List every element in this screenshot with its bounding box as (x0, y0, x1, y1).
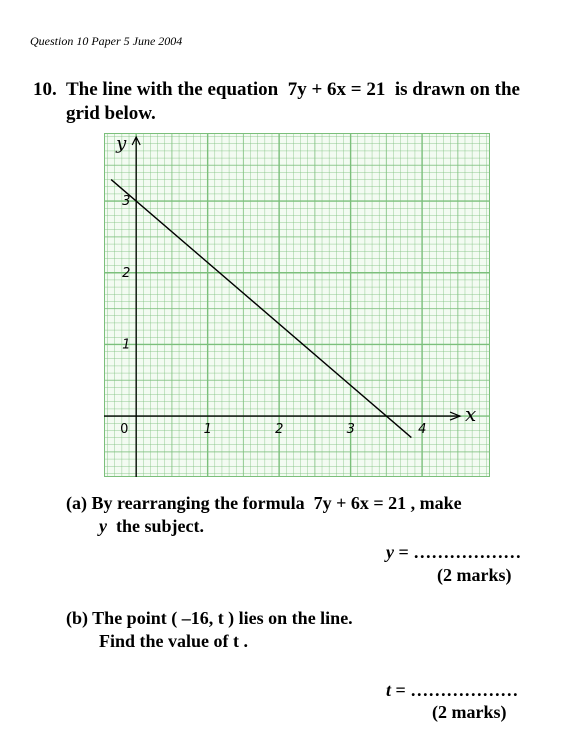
part-a-text-2: the subject. (116, 516, 204, 536)
answer-line-a[interactable] (386, 542, 521, 563)
y-axis-label: y (116, 133, 127, 154)
part-a-text-pre: (a) By rearranging the formula (66, 493, 305, 513)
question-text-line-1 (66, 79, 520, 101)
part-a-line-2 (99, 516, 204, 537)
answer-line-b[interactable] (386, 680, 518, 701)
y-tick-label: 3 (122, 194, 131, 210)
answer-b-dots: = ……………… (391, 680, 519, 700)
part-b-line-1: (b) The point ( –16, t ) lies on the line. (66, 608, 353, 628)
part-a-var: y (99, 516, 107, 536)
x-tick-label: 2 (275, 422, 284, 438)
question-text-pre: The line with the equation (66, 79, 279, 100)
question-equation: 7y + 6x = 21 (287, 79, 386, 100)
question-text-line-2: grid below. (66, 103, 156, 124)
x-tick-label: 1 (203, 422, 212, 438)
paper-header: Question 10 Paper 5 June 2004 (30, 34, 183, 48)
x-tick-label: 4 (418, 422, 427, 438)
part-a-equation: 7y + 6x = 21 (313, 493, 407, 513)
graph-background (104, 133, 490, 477)
answer-a-var: y (386, 542, 394, 562)
marks-b: (2 marks) (432, 702, 507, 722)
part-a-line-1 (66, 493, 462, 514)
question-number: 10. (33, 79, 57, 100)
origin-label: 0 (120, 422, 129, 438)
answer-a-dots: = ……………… (394, 542, 522, 562)
answer-b-var: t (386, 680, 392, 700)
part-a-text-post: , make (410, 493, 462, 513)
marks-a: (2 marks) (437, 565, 512, 585)
question-text-post: is drawn on the (394, 79, 520, 100)
x-tick-label: 3 (346, 422, 355, 438)
part-b-line-2: Find the value of t . (99, 631, 249, 651)
y-tick-label: 1 (122, 337, 131, 353)
x-axis-label: x (465, 402, 477, 427)
grid-lines (104, 133, 490, 477)
y-tick-label: 2 (122, 265, 131, 281)
graph-paper (104, 133, 490, 477)
